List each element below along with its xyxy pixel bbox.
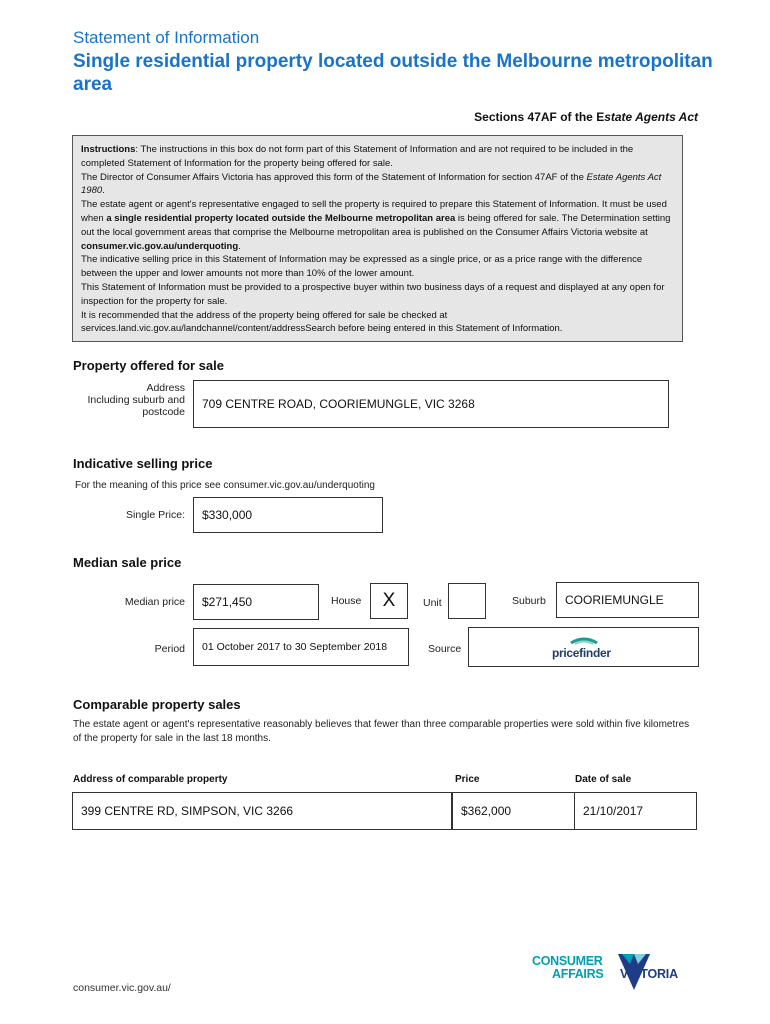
column-header-date: Date of sale (575, 774, 632, 785)
source-label: Source (428, 643, 462, 655)
source-field[interactable] (468, 627, 699, 667)
logo-affairs: AFFAIRS (552, 967, 604, 981)
unit-checkbox[interactable] (448, 583, 486, 619)
single-price-field[interactable]: $330,000 (193, 497, 383, 533)
comparable-price-cell[interactable]: $362,000 (452, 792, 575, 830)
instructions-paragraph-4: The indicative selling price in this Statement of Information may be expressed as a single price, or as a price range with the difference between the upper and lower amounts not more than 10% of the lower amount. (81, 254, 643, 280)
single-price-label: Single Price: (126, 509, 185, 521)
instructions-paragraph-2: The Director of Consumer Affairs Victoria has approved this form of the Statement of Information for section 47AF of the Estate Agents Act 1980. (81, 171, 662, 197)
unit-label: Unit (423, 597, 442, 609)
logo-consumer: CONSUMER (532, 954, 603, 968)
column-header-price: Price (455, 774, 480, 785)
comparable-date-cell[interactable]: 21/10/2017 (574, 792, 697, 830)
house-label: House (331, 595, 362, 607)
property-address-field[interactable]: 709 CENTRE ROAD, COORIEMUNGLE, VIC 3268 (193, 380, 669, 428)
address-label: Address Including suburb and postcode (87, 382, 185, 418)
instructions-paragraph-6: It is recommended that the address of the property being offered for sale be checked at services.land.vic.gov.au/landchannel/content/addressSearch before being entered in this Statement of Information. (81, 309, 563, 335)
consumer-affairs-victoria-logo (532, 950, 692, 996)
property-heading: Property offered for sale (73, 358, 224, 373)
suburb-label: Suburb (512, 595, 546, 607)
house-checkbox[interactable]: X (370, 583, 408, 619)
pricefinder-logo (541, 634, 627, 662)
logo-victoria: VICTORIA (620, 967, 678, 981)
indicative-price-heading: Indicative selling price (73, 456, 213, 471)
document-title: Single residential property located outside the Melbourne metropolitan area (73, 51, 713, 95)
document-subtitle: Statement of Information (73, 28, 260, 47)
comparable-note: The estate agent or agent's representative reasonably believes that fewer than three comparable properties were sold within five kilometres of the property for sale in the last 18 months. (73, 719, 690, 744)
period-field[interactable]: 01 October 2017 to 30 September 2018 (193, 628, 409, 666)
median-price-heading: Median sale price (73, 555, 182, 570)
comparable-heading: Comparable property sales (73, 697, 241, 712)
footer-url[interactable]: consumer.vic.gov.au/ (73, 982, 171, 994)
period-label: Period (154, 643, 185, 655)
comparable-address-cell[interactable]: 399 CENTRE RD, SIMPSON, VIC 3266 (72, 792, 452, 830)
underquoting-link[interactable]: consumer.vic.gov.au/underquoting (81, 240, 239, 252)
instructions-box (72, 135, 683, 342)
instructions-paragraph-1: Instructions: The instructions in this box do not form part of this Statement of Information and are not required to be included in the completed Statement of Information for the property being offered for sale. (81, 144, 634, 169)
suburb-field[interactable]: COORIEMUNGLE (556, 582, 699, 618)
median-price-label: Median price (124, 596, 185, 608)
sections-reference: Sections 47AF of the Estate Agents Act (474, 110, 698, 124)
column-header-address: Address of comparable property (73, 774, 228, 785)
indicative-price-note: For the meaning of this price see consumer.vic.gov.au/underquoting (75, 480, 375, 491)
pricefinder-wordmark: pricefinder (552, 646, 611, 660)
table-row (72, 792, 697, 830)
instructions-paragraph-3: The estate agent or agent's representative engaged to sell the property is required to prepare this Statement of Information. It must be used when a single residential property located outside the Melbourne metropolitan area is being offered for sale. The Determination setting out the local government areas that comprise the Melbourne metropolitan area is published on the Consumer Affairs Victoria website at consumer.vic.gov.au/underquoting. (81, 199, 671, 252)
instructions-paragraph-5: This Statement of Information must be provided to a prospective buyer within two business days of a request and displayed at any open for inspection for the property for sale. (81, 281, 665, 307)
median-price-field[interactable]: $271,450 (193, 584, 319, 620)
